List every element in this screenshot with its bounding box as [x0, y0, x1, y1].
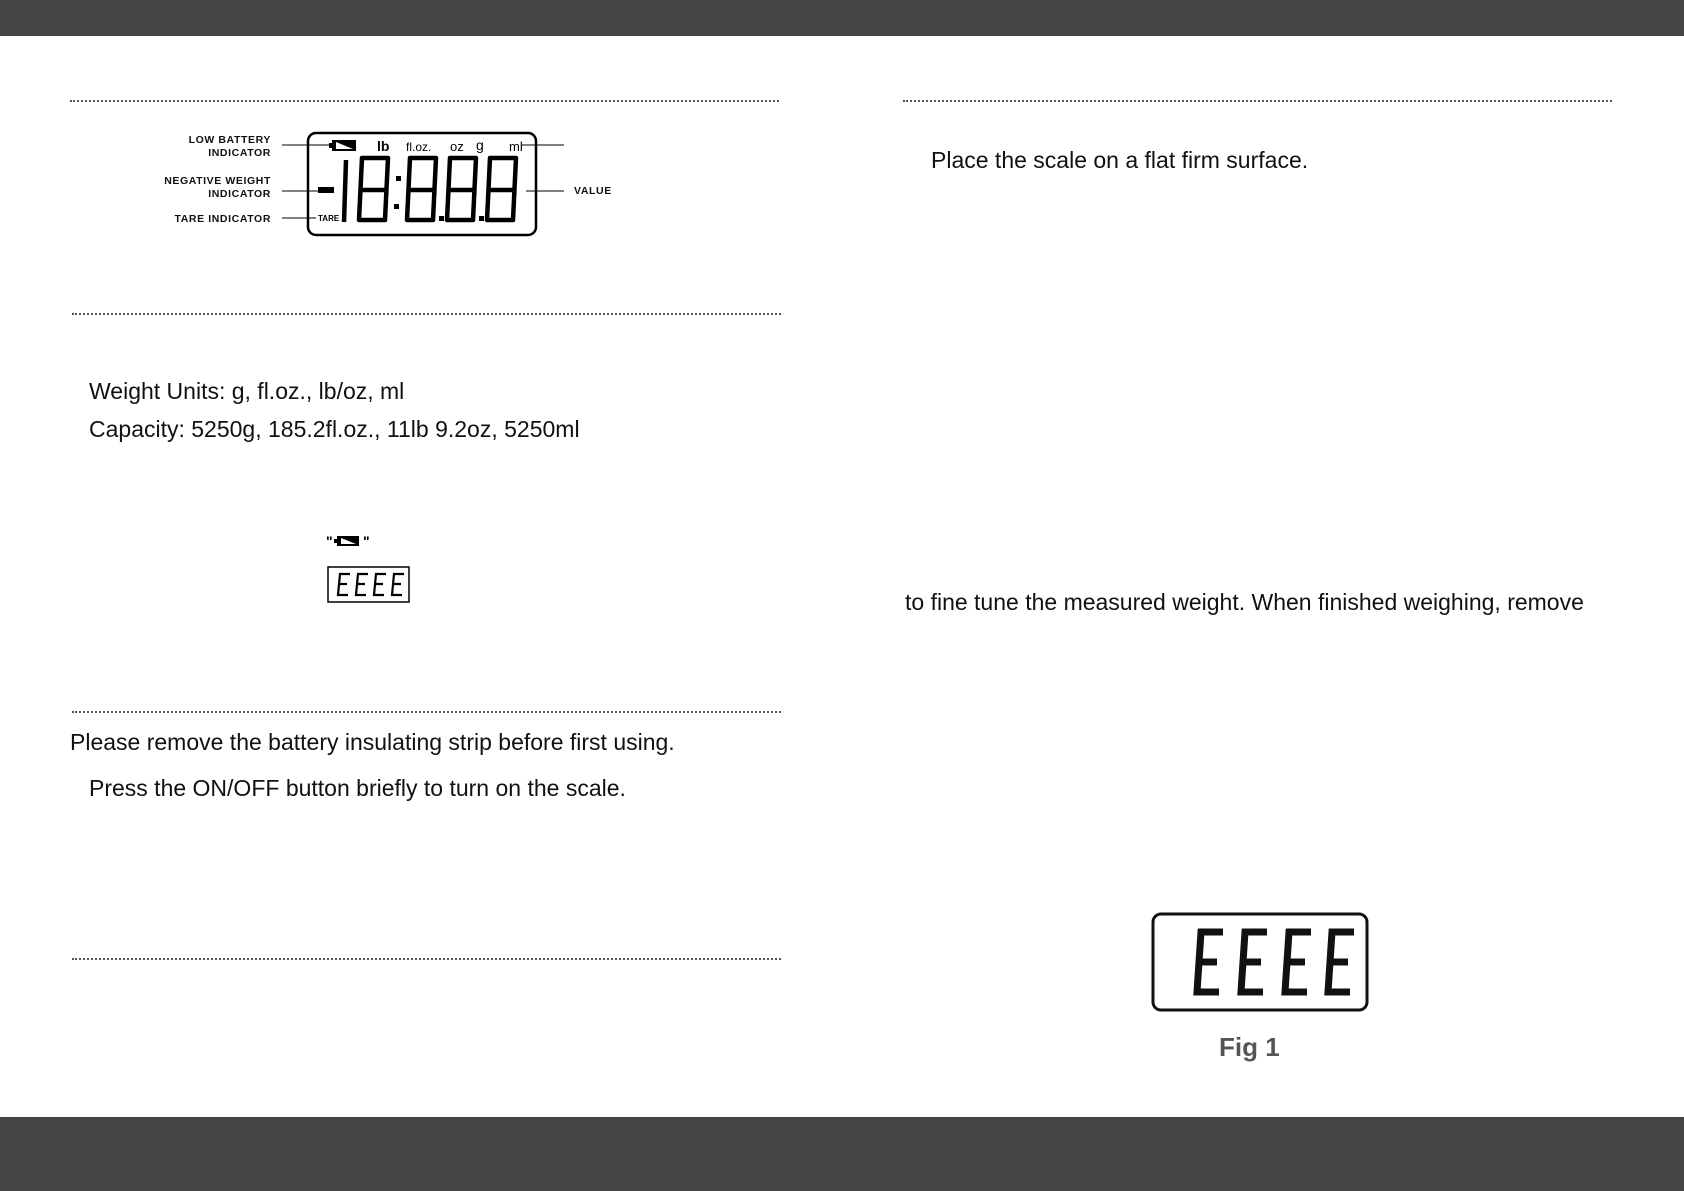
- section-divider: [72, 711, 781, 713]
- minus-segment: [318, 187, 334, 193]
- svg-text:": ": [326, 533, 333, 549]
- negative-weight-callout: NEGATIVE WEIGHT INDICATOR: [164, 175, 271, 200]
- section-divider: [72, 958, 781, 960]
- tare-mark: TARE: [318, 214, 340, 223]
- low-battery-icon: [326, 532, 386, 552]
- unit-label-g: g: [476, 137, 484, 153]
- unit-label-lb: lb: [377, 138, 390, 154]
- section-divider: [72, 313, 781, 315]
- figure-caption: Fig 1: [1219, 1032, 1280, 1062]
- section-divider: [903, 100, 1612, 102]
- unit-label-oz: oz: [450, 139, 464, 154]
- low-battery-icon: [329, 140, 356, 151]
- value-digits: [344, 158, 516, 222]
- place-scale-instruction: Place the scale on a flat firm surface.: [931, 147, 1309, 173]
- fig1-display: [1151, 912, 1371, 1012]
- weight-units-line: Weight Units: g, fl.oz., lb/oz, ml: [89, 378, 405, 404]
- unit-label-floz: fl.oz.: [406, 140, 432, 154]
- unit-label-ml: ml: [509, 139, 523, 154]
- fine-tune-instruction: to fine tune the measured weight. When finished weighing, remove: [905, 589, 1584, 615]
- power-on-instruction: Press the ON/OFF button briefly to turn on the scale.: [89, 775, 626, 801]
- svg-text:": ": [363, 533, 370, 549]
- overload-display-small: [327, 566, 411, 604]
- low-battery-callout: LOW BATTERY INDICATOR: [188, 134, 271, 159]
- value-callout: VALUE: [574, 185, 612, 197]
- capacity-line: Capacity: 5250g, 185.2fl.oz., 11lb 9.2oz, 5250ml: [89, 416, 580, 442]
- bottom-band: [0, 1117, 1684, 1191]
- remove-strip-instruction: Please remove the battery insulating strip before first using.: [70, 729, 675, 755]
- lcd-diagram: [0, 0, 640, 260]
- tare-callout: TARE INDICATOR: [174, 213, 271, 225]
